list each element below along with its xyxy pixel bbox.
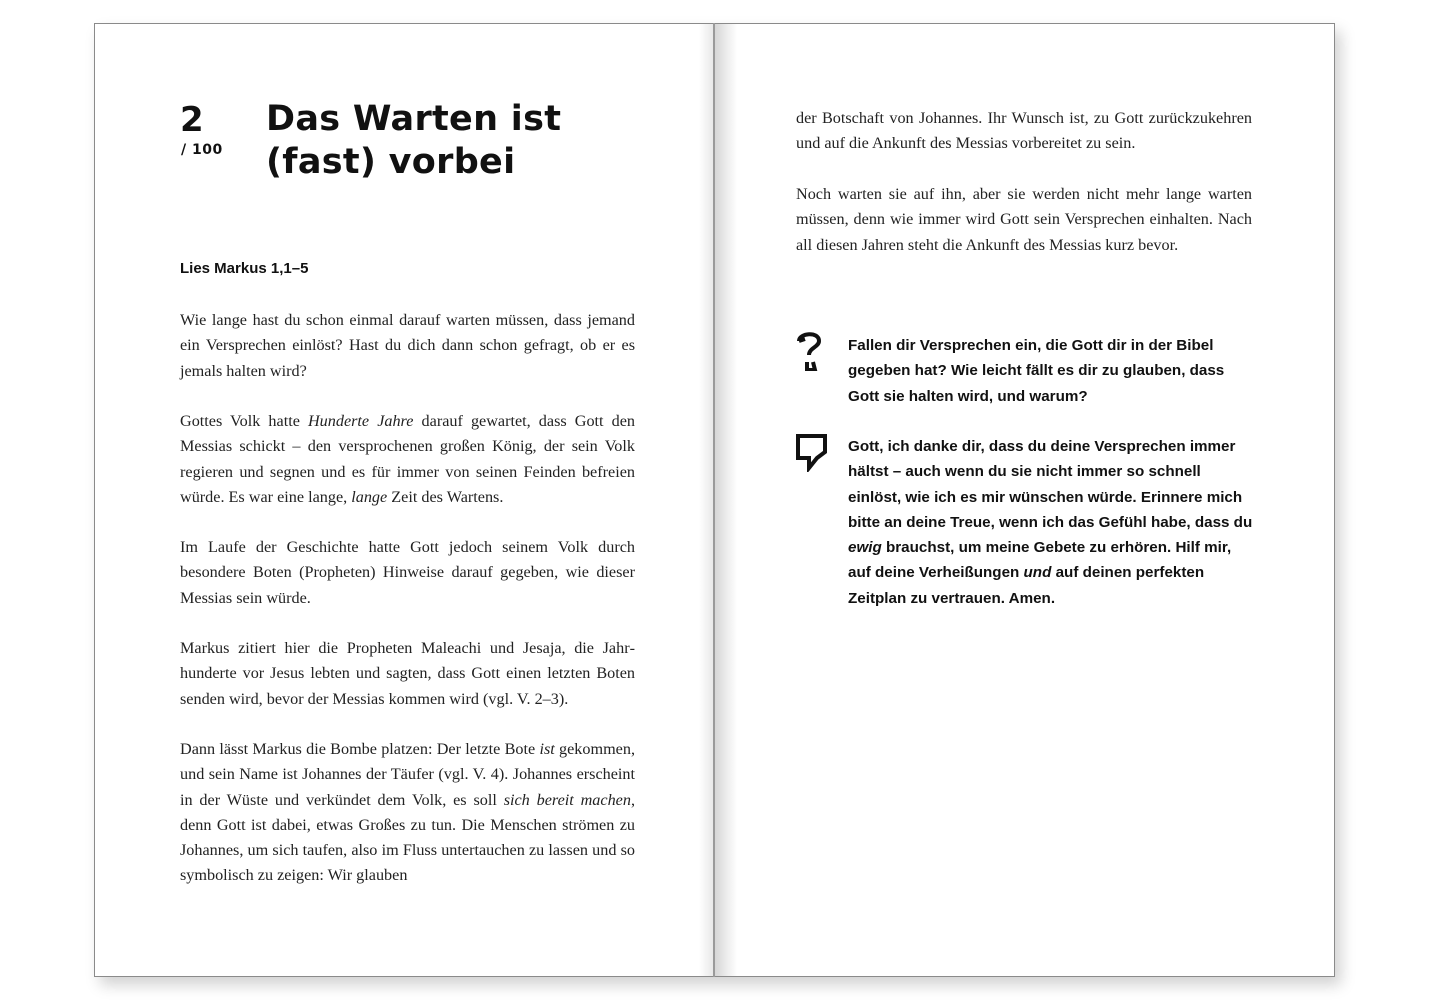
chapter-total: / 100 — [181, 142, 223, 158]
paragraph-5-text-a: Dann lässt Markus die Bombe platzen: Der letzte Bote — [180, 740, 540, 758]
paragraph-2 — [180, 409, 635, 510]
gutter-shadow-right — [715, 24, 737, 976]
paragraph-1: Wie lange hast du schon einmal darauf warten müssen, dass jemand ein Versprechen einlöst? Hast du dich dann schon gefragt, ob er es jemals halten wird? — [180, 311, 635, 380]
paragraph-2-text-a: Gottes Volk hatte — [180, 412, 308, 430]
paragraph-5-italic-1: ist — [539, 740, 555, 758]
chapter-number: 2 — [180, 100, 204, 140]
right-paragraph-1: der Botschaft von Johannes. Ihr Wunsch ist, zu Gott zurückzukehren und auf die Ankunft des Messias vorbereitet zu sein. — [796, 109, 1252, 153]
paragraph-2-italic-1: Hunderte Jahre — [307, 412, 414, 430]
reading-reference: Lies Markus 1,1–5 — [180, 260, 309, 277]
question-text: Fallen dir Versprechen ein, die Gott dir in der Bibel gegeben hat? Wie leicht fällt es dir zu glauben, dass Gott sie halten wird, und warum? — [848, 337, 1225, 405]
prayer-text — [848, 434, 1258, 611]
prayer-text-b: brauchst, um meine Gebete zu erhören. Hilf mir, auf deine Verheißungen — [848, 539, 1232, 582]
paragraph-2-text-b: darauf gewartet, dass Gott den Messias schickt – den versprochenen großen König, der sein Volk regieren und segnen und es für immer von seinen Feinden befreien würde. Es war eine lange, — [180, 412, 635, 506]
paragraph-4: Markus zitiert hier die Propheten Maleachi und Jesaja, die Jahrhunderte vor Jesus lebten und sagten, dass Gott einen letzten Boten senden wird, bevor der Messias kommen wird (vgl. V. 2–3). — [180, 639, 635, 708]
prayer-italic-1: ewig — [848, 539, 882, 557]
paragraph-3: Im Laufe der Geschichte hatte Gott jedoch seinem Volk durch besondere Boten (Propheten) Hinweise darauf gegeben, wie dieser Messias sein würde. — [180, 538, 635, 607]
prayer-text-a: Gott, ich danke dir, dass du deine Versprechen immer hältst – auch wenn du sie nicht immer so schnell einlöst, wie ich es mir wünschen würde. Erinnere mich bitte an deine Treue, wenn ich das Gefühl habe, dass du — [848, 438, 1253, 531]
question-icon — [795, 331, 829, 371]
chapter-title-line-2: (fast) vorbei — [266, 142, 516, 182]
paragraph-5-italic-2: sich bereit machen — [503, 790, 631, 809]
book-spread — [94, 23, 1335, 977]
paragraph-2-text-c: Zeit des Wartens. — [387, 487, 504, 506]
chapter-title-line-1: Das Warten ist — [266, 99, 562, 139]
speech-bubble-icon — [795, 432, 829, 472]
left-page — [94, 23, 715, 977]
paragraph-5-text-b: gekommen, und sein Name ist Johannes der Täufer (vgl. V. 4). Johannes erscheint in der Wüste und verkündet dem Volk, es soll — [180, 740, 636, 809]
book-spine — [713, 23, 715, 977]
paragraph-2-italic-2: lange — [351, 487, 388, 506]
chapter-title — [266, 98, 686, 184]
prayer-italic-2: und — [1023, 564, 1052, 582]
right-page — [715, 23, 1335, 977]
paragraph-5-text-c: , denn Gott ist dabei, etwas Großes zu tun. Die Menschen strömen zu Johannes, um sich taufen, also im Fluss untertauchen zu lassen und so symbolisch zu zeigen: Wir glauben — [180, 790, 635, 885]
prayer-text-c: auf deinen perfekten Zeitplan zu vertrauen. Amen. — [848, 564, 1205, 607]
right-paragraph-2: Noch warten sie auf ihn, aber sie werden nicht mehr lange warten müssen, denn wie immer wird Gott sein Versprechen einhalten. Nach all diesen Jahren steht die Ankunft des Messias kurz bevor. — [796, 185, 1252, 254]
paragraph-5 — [180, 737, 635, 889]
